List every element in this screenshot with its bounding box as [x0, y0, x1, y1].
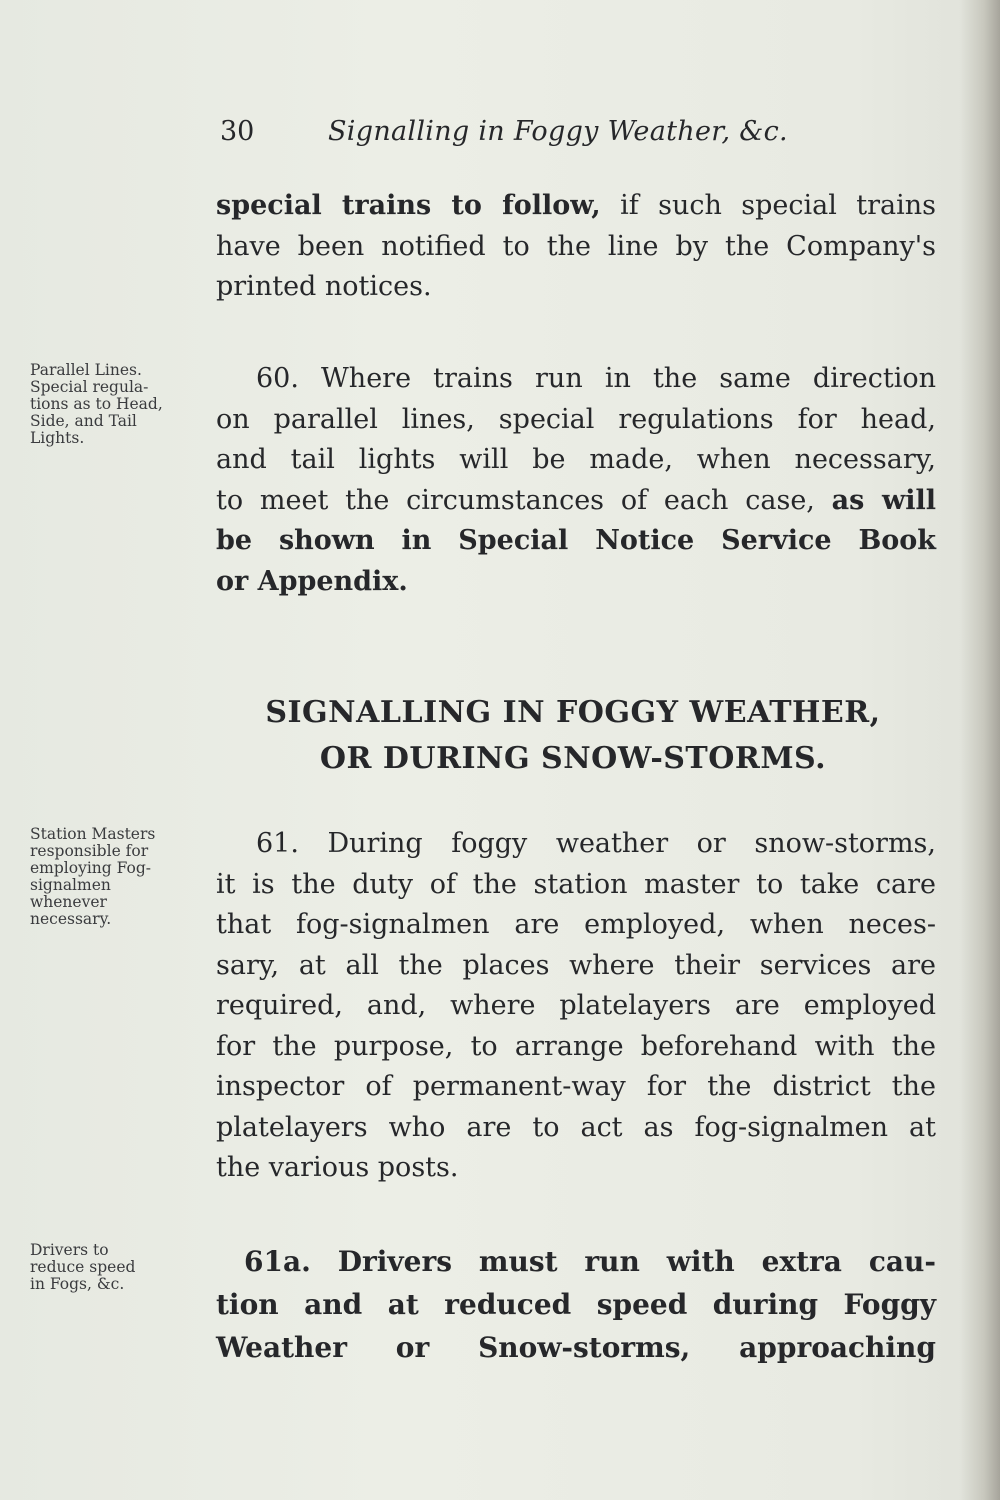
section-heading — [212, 690, 934, 782]
rule-61a-paragraph — [216, 1240, 936, 1369]
bold-phrase: as will — [831, 484, 936, 516]
running-title: Signalling in Foggy Weather, &c. — [328, 116, 788, 147]
margin-line: reduce speed — [30, 1258, 136, 1276]
text-line: 60. Where trains run in the same direction — [256, 363, 936, 394]
heading-line: SIGNALLING IN FOGGY WEATHER, — [265, 695, 881, 730]
margin-line: Parallel Lines. — [30, 361, 142, 379]
page-number: 30 — [220, 116, 255, 147]
margin-line: in Fogs, &c. — [30, 1275, 125, 1293]
margin-note-61a — [30, 1242, 210, 1293]
text-line: inspector of permanent-way for the district the — [216, 1071, 936, 1102]
text-line: printed notices. — [216, 271, 432, 302]
margin-line: Side, and Tail — [30, 412, 137, 430]
text-line: and tail lights will be made, when necessary, — [216, 444, 936, 475]
margin-line: signalmen — [30, 876, 111, 894]
margin-line: Special regula- — [30, 378, 149, 396]
text-line: platelayers who are to act as fog-signalmen at — [216, 1111, 936, 1143]
text-line: tion and at reduced speed during Foggy — [216, 1288, 936, 1321]
text-span: to meet the circumstances of each case, — [216, 484, 832, 516]
text-line: sary, at all the places where their services are — [216, 949, 936, 981]
text-line: Weather or Snow-storms, approaching — [216, 1331, 936, 1364]
continuation-paragraph — [216, 186, 936, 308]
margin-line: whenever — [30, 893, 107, 911]
text-line: 61. During foggy weather or snow-storms, — [256, 828, 936, 859]
text-line: that fog-signalmen are employed, when neces- — [216, 909, 936, 940]
text-line: or Appendix. — [216, 565, 408, 597]
margin-note-60 — [30, 362, 210, 447]
margin-line: Drivers to — [30, 1241, 109, 1259]
heading-line: OR DURING SNOW-STORMS. — [319, 741, 827, 776]
text-line: be shown in Special Notice Service Book — [216, 525, 936, 556]
margin-line: responsible for — [30, 842, 149, 860]
text-span: if such special trains — [600, 190, 936, 221]
margin-line: tions as to Head, — [30, 395, 163, 413]
margin-note-61 — [30, 826, 210, 928]
text-line — [216, 186, 936, 227]
text-line: 61a. Drivers must run with extra cau- — [244, 1245, 936, 1278]
page-edge-shadow — [960, 0, 1000, 1500]
margin-line: employing Fog- — [30, 859, 152, 877]
text-line: required, and, where platelayers are employed — [216, 990, 936, 1021]
text-line — [216, 481, 936, 522]
text-line: on parallel lines, special regulations for head, — [216, 403, 936, 435]
margin-line: necessary. — [30, 910, 112, 928]
running-header — [220, 112, 940, 152]
margin-line: Station Masters — [30, 825, 156, 843]
bold-phrase: special trains to follow, — [216, 190, 601, 221]
text-line: have been notified to the line by the Company's — [216, 230, 936, 262]
margin-line: Lights. — [30, 429, 85, 447]
text-line: for the purpose, to arrange beforehand with the — [216, 1030, 936, 1062]
text-line: it is the duty of the station master to take care — [216, 868, 936, 900]
text-line: the various posts. — [216, 1152, 459, 1183]
rule-60-paragraph — [216, 359, 936, 602]
rule-61-paragraph — [216, 824, 936, 1189]
